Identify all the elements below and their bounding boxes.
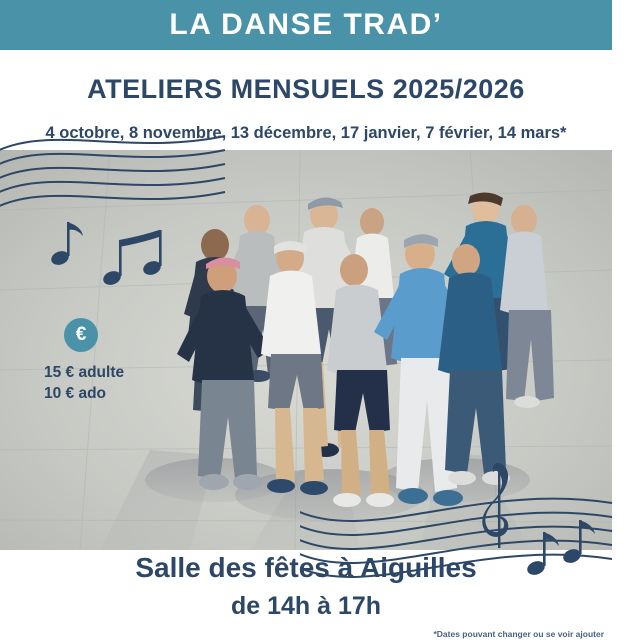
poster-subtitle: ATELIERS MENSUELS 2025/2026	[87, 74, 525, 104]
dance-photo-illustration	[0, 150, 612, 550]
poster-dates-line: 4 octobre, 8 novembre, 13 décembre, 17 janvier, 7 février, 14 mars*	[45, 124, 567, 142]
dance-photo	[0, 150, 612, 550]
right-margin-strip	[612, 0, 640, 640]
euro-icon: €	[64, 318, 98, 352]
poster-hours: de 14h à 17h	[230, 592, 382, 620]
poster-banner-title: LA DANSE TRAD’	[169, 8, 443, 41]
poster-venue: Salle des fêtes à Aiguilles	[135, 552, 477, 583]
price-teen: 10 € ado	[44, 384, 107, 402]
price-adult: 15 € adulte	[44, 364, 125, 381]
poster-footnote: *Dates pouvant changer ou se voir ajouter	[433, 629, 604, 639]
price-block	[44, 363, 174, 405]
